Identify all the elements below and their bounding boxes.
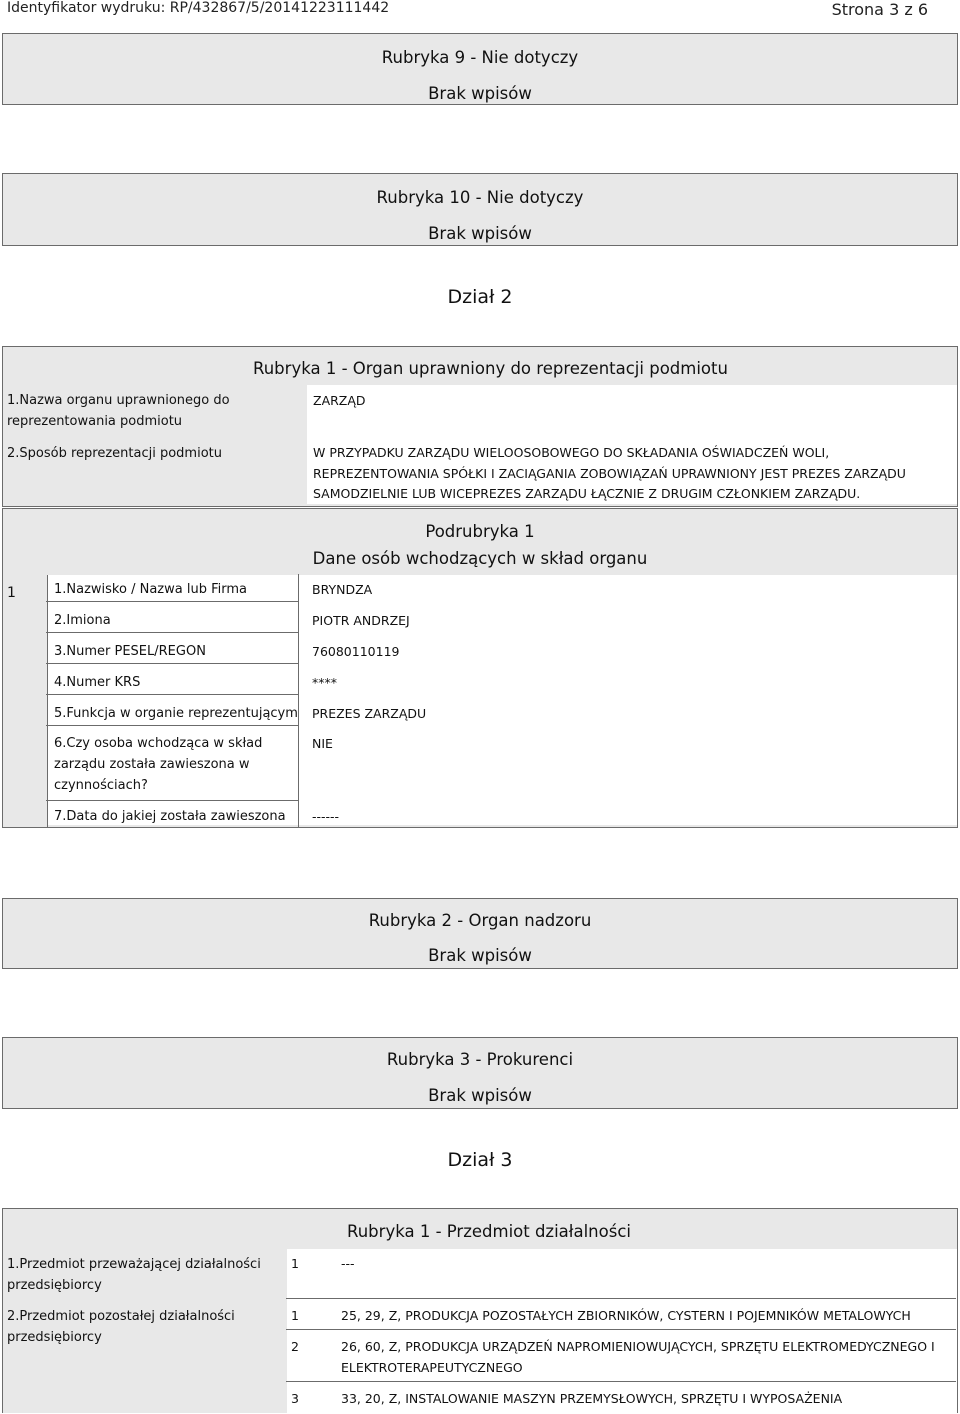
row-suspension-date-value: ------ [312, 809, 340, 824]
organ-title: Rubryka 1 - Organ uprawniony do reprezentacji podmiotu [253, 359, 728, 378]
organ-name-label: 1.Nazwa organu uprawnionego do reprezentowania podmiotu [7, 393, 230, 429]
row-suspended-label: 6.Czy osoba wchodząca w skład zarządu została zawieszona w czynnościach? [54, 736, 263, 793]
rubryka-10-status: Brak wpisów [428, 224, 532, 243]
row-krs-label: 4.Numer KRS [54, 675, 141, 690]
organ-name-value: ZARZĄD [313, 393, 366, 408]
row-surname-label: 1.Nazwisko / Nazwa lub Firma [54, 582, 247, 597]
representation-label: 2.Sposób reprezentacji podmiotu [7, 446, 222, 461]
main-activity-value: --- [341, 1256, 355, 1271]
rubryka-3-title: Rubryka 3 - Prokurenci [386, 1050, 574, 1069]
other-activity-label: 2.Przedmiot pozostałej działalności przedsiębiorcy [7, 1309, 235, 1345]
rubryka-2-title: Rubryka 2 - Organ nadzoru [368, 911, 592, 930]
przedmiot-title: Rubryka 1 - Przedmiot działalności [347, 1222, 631, 1241]
activity-3-value: 33, 20, Z, INSTALOWANIE MASZYN PRZEMYSŁOWYCH, SPRZĘTU I WYPOSAŻENIA [341, 1391, 843, 1406]
main-activity-label: 1.Przedmiot przeważającej działalności przedsiębiorcy [7, 1257, 261, 1293]
activity-1-value: 25, 29, Z, PRODUKCJA POZOSTAŁYCH ZBIORNIKÓW, CYSTERN I POJEMNIKÓW METALOWYCH [341, 1308, 911, 1323]
row-function-value: PREZES ZARZĄDU [312, 706, 427, 721]
podrubryka-title: Podrubryka 1 [425, 522, 535, 541]
representation-value: W PRZYPADKU ZARZĄDU WIELOOSOBOWEGO DO SKŁADANIA OŚWIADCZEŃ WOLI, REPREZENTOWANIA SPÓŁKI I ZACIĄGANIA ZOBOWIĄZAŃ UPRAWNIONY JEST PREZES ZARZĄDU SAMODZIELNIE LUB WICEPREZES ZARZĄDU ŁĄCZNIE Z DRUGIM CZŁONKIEM ZARZĄDU. [313, 445, 906, 501]
organ-section [2, 346, 958, 507]
rubryka-2-status: Brak wpisów [428, 946, 532, 965]
activity-3-num: 3 [291, 1391, 299, 1406]
row-suspended-value: NIE [312, 736, 333, 751]
row-pesel-value: 76080110119 [312, 644, 400, 659]
main-activity-num: 1 [291, 1256, 299, 1271]
row-krs-value: **** [312, 675, 337, 690]
activity-1-num: 1 [291, 1308, 299, 1323]
rubryka-9-box [2, 33, 958, 105]
row-suspension-date-label: 7.Data do jakiej została zawieszona [54, 809, 286, 824]
rubryka-9-status: Brak wpisów [428, 84, 532, 103]
rubryka-10-title: Rubryka 10 - Nie dotyczy [376, 188, 584, 207]
row-function-label: 5.Funkcja w organie reprezentującym [54, 706, 298, 721]
dzial-2-heading: Dział 2 [447, 286, 513, 308]
activity-2-num: 2 [291, 1339, 299, 1354]
row-names-label: 2.Imiona [54, 613, 111, 628]
activity-2-value: 26, 60, Z, PRODUKCJA URZĄDZEŃ NAPROMIENIOWUJĄCYCH, SPRZĘTU ELEKTROMEDYCZNEGO I ELEKTROTERAPEUTYCZNEGO [341, 1339, 935, 1375]
rubryka-9-title: Rubryka 9 - Nie dotyczy [381, 48, 579, 67]
row-surname-value: BRYNDZA [312, 582, 373, 597]
dzial-3-heading: Dział 3 [447, 1149, 513, 1171]
person-index: 1 [7, 585, 16, 601]
row-names-value: PIOTR ANDRZEJ [312, 613, 410, 628]
podrubryka-subtitle: Dane osób wchodzących w skład organu [312, 549, 648, 568]
rubryka-2-box [2, 898, 958, 969]
rubryka-3-status: Brak wpisów [428, 1086, 532, 1105]
rubryka-3-box [2, 1037, 958, 1109]
print-identifier: Identyfikator wydruku: RP/432867/5/20141223111442 [7, 0, 390, 16]
row-pesel-label: 3.Numer PESEL/REGON [54, 644, 206, 659]
page-number: Strona 3 z 6 [831, 0, 928, 19]
rubryka-10-box [2, 173, 958, 246]
